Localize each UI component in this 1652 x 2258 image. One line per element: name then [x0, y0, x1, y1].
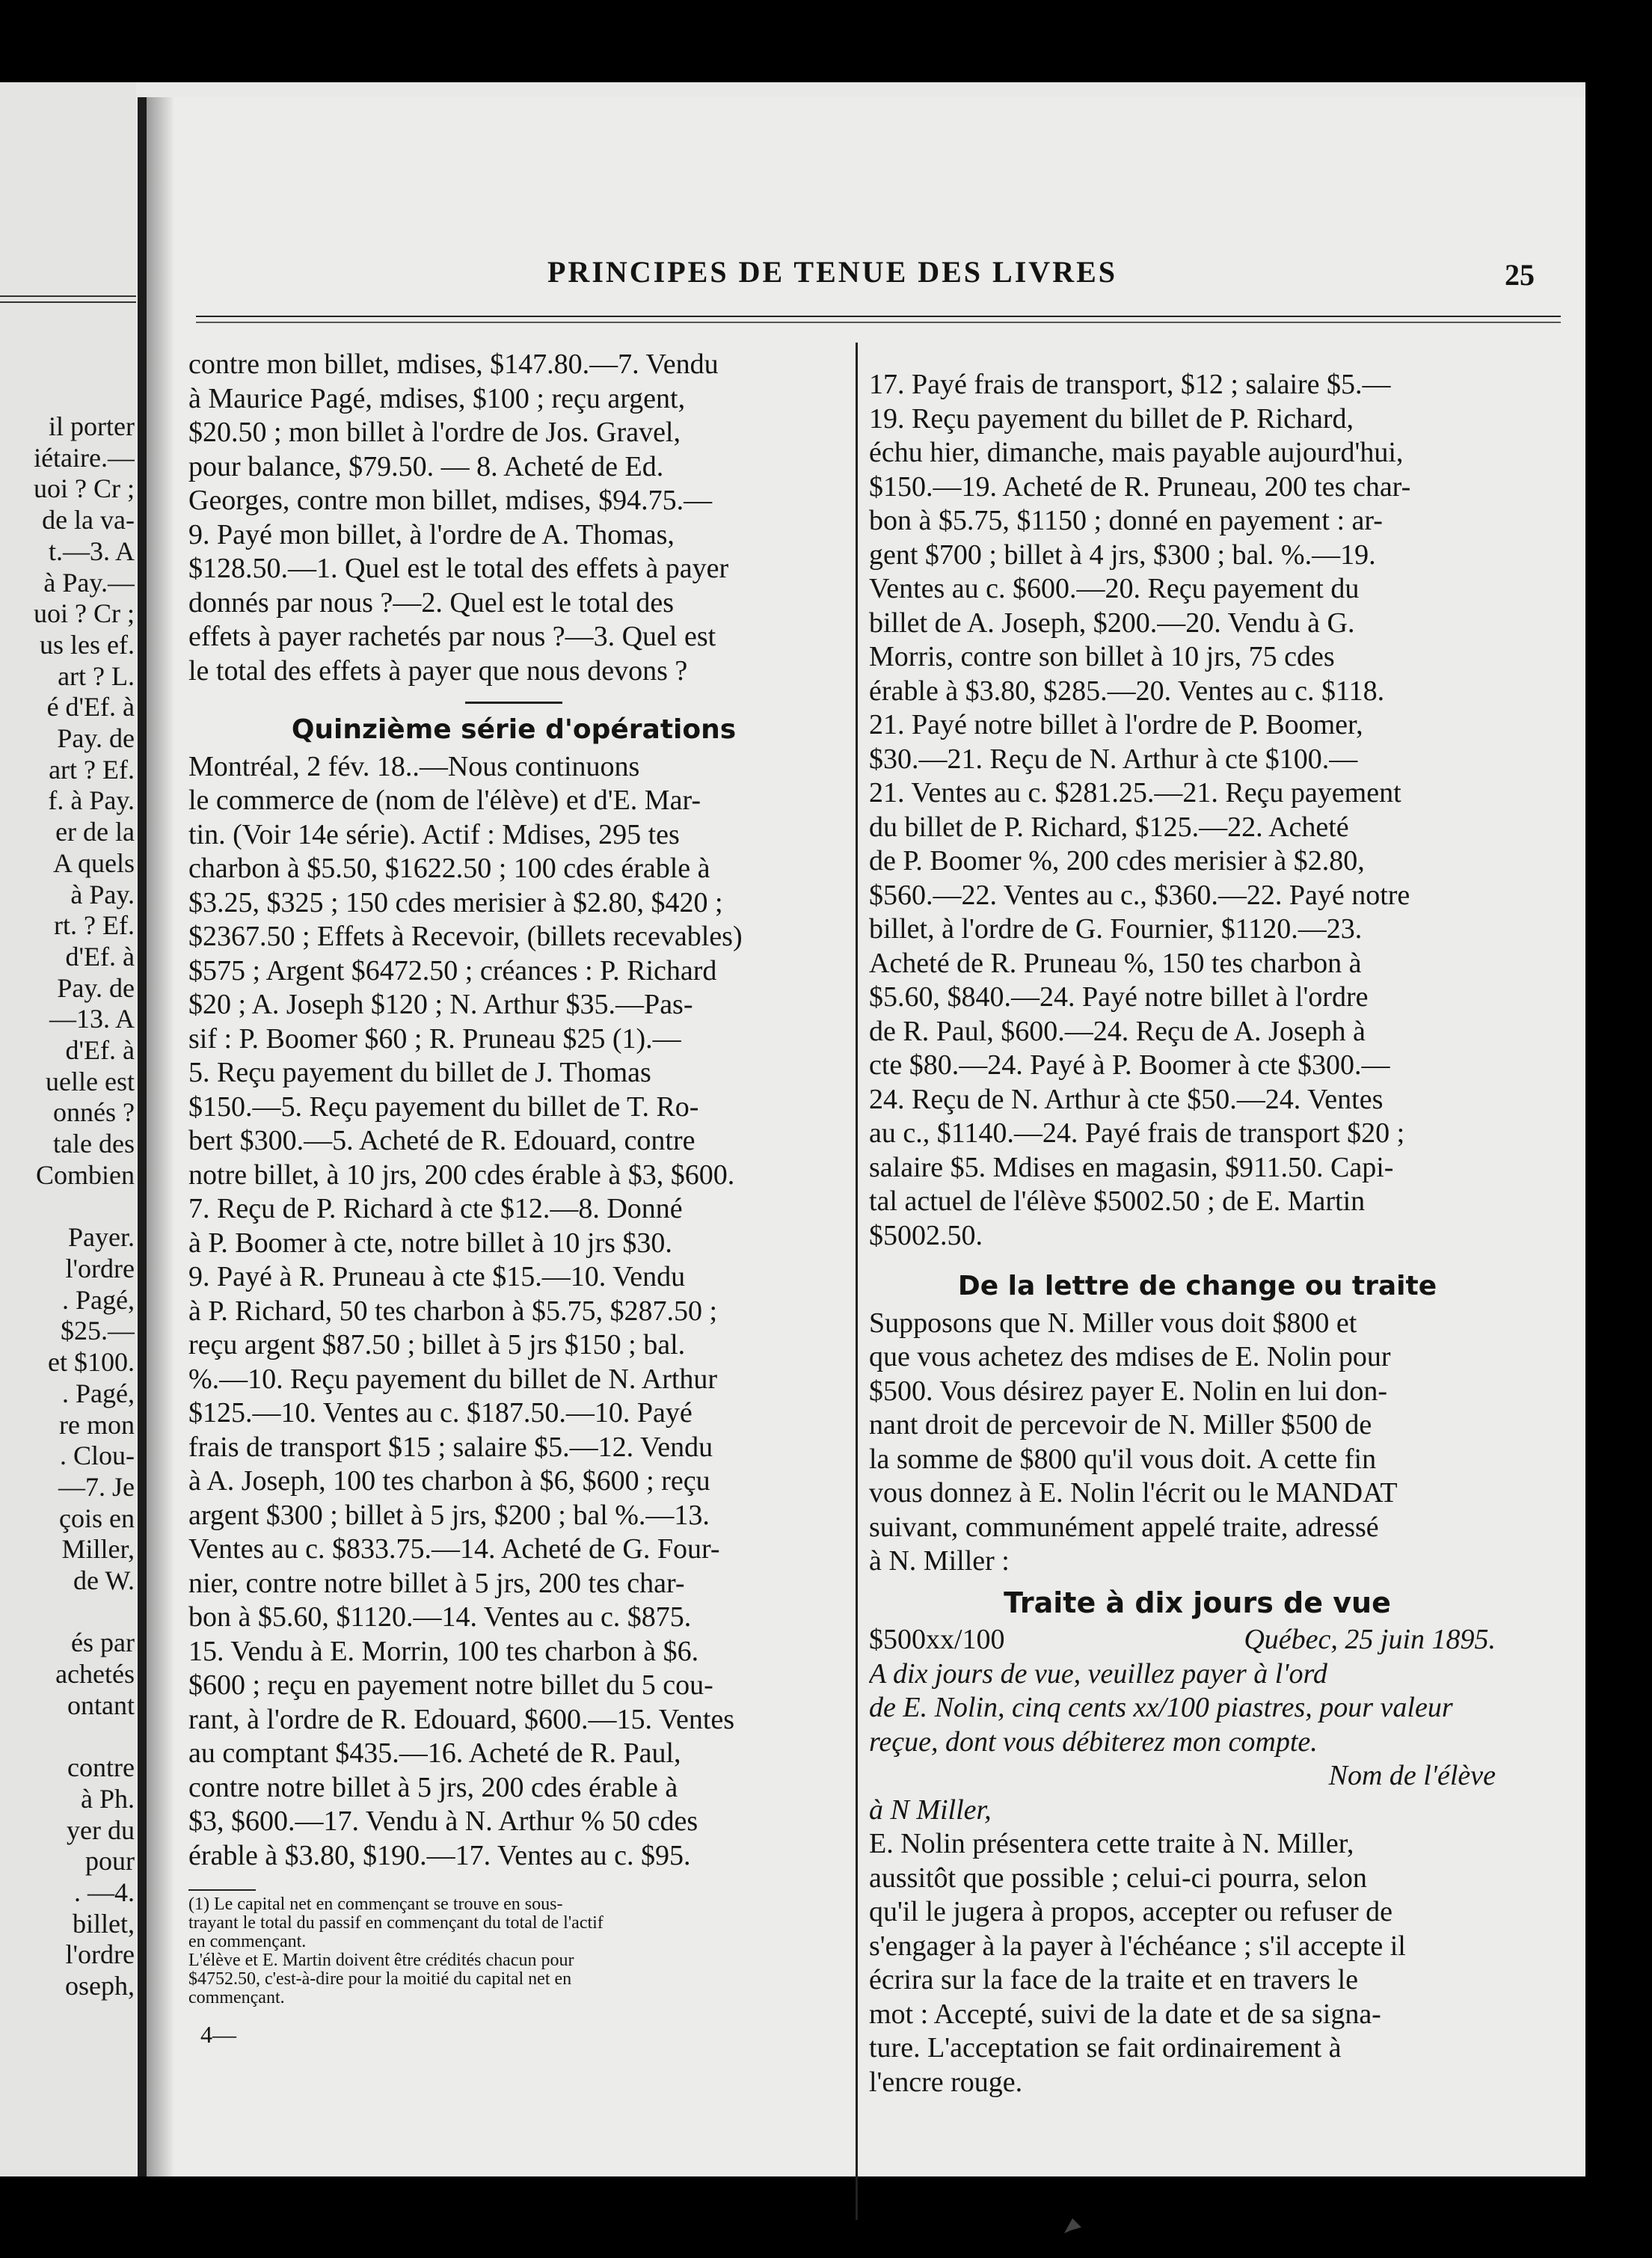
text-line: contre mon billet, mdises, $147.80.—7. Vendu [188, 349, 719, 380]
previous-page-line: iétaire.— [34, 442, 135, 473]
header-rule [196, 316, 1561, 317]
text-line: $128.50.—1. Quel est le total des effets à payer [188, 553, 729, 584]
page-number: 25 [1505, 258, 1535, 292]
text-line: à P. Richard, 50 tes charbon à $5.75, $287.50 ; [188, 1295, 718, 1327]
column-divider [856, 343, 858, 2220]
text-line: 19. Reçu payement du billet de P. Richard, [869, 402, 1354, 435]
footnote [188, 1895, 839, 2007]
previous-page-line: —13. A [49, 1004, 135, 1034]
text-line: écrira sur la face de la traite et en travers le [869, 1964, 1359, 1995]
text-line: l'encre rouge. [869, 2066, 1023, 2098]
draft-title: Traite à dix jours de vue [1004, 1586, 1391, 1619]
section-title: De la lettre de change ou traite [957, 1271, 1437, 1301]
previous-page-line: art ? L. [58, 660, 135, 691]
text-line: 7. Reçu de P. Richard à cte $12.—8. Donné [188, 1193, 683, 1224]
previous-page-line: à Pay.— [43, 567, 135, 598]
text-line: 9. Payé à R. Pruneau à cte $15.—10. Vendu [188, 1261, 686, 1292]
header-rule [196, 322, 1561, 323]
previous-page-line: . Pagé, [62, 1378, 135, 1408]
previous-page-text [3, 411, 135, 2002]
previous-page-line: billet, [73, 1908, 135, 1939]
previous-page-line: de la va- [42, 505, 135, 536]
text-line: $560.—22. Ventes au c., $360.—22. Payé notre [869, 879, 1410, 911]
draft-line: A dix jours de vue, veuillez payer à l'ord [869, 1657, 1327, 1690]
text-line: $5002.50. [869, 1219, 983, 1251]
text-line: à Maurice Pagé, mdises, $100 ; reçu argent, [188, 382, 686, 414]
ink-mark-icon [1062, 2214, 1084, 2236]
text-line: Morris, contre son billet à 10 jrs, 75 cdes [869, 641, 1335, 672]
text-line: au comptant $435.—16. Acheté de R. Paul, [188, 1737, 681, 1769]
text-line: contre notre billet à 5 jrs, 200 cdes érable à [188, 1771, 678, 1803]
previous-page-line: Pay. de [57, 723, 135, 754]
operations-text [188, 750, 839, 1874]
text-line: Supposons que N. Miller vous doit $800 et [869, 1307, 1357, 1339]
text-line: bon à $5.75, $1150 ; donné en payement : ar- [869, 505, 1383, 536]
previous-page-line: il porter [49, 411, 135, 441]
text-line: gent $700 ; billet à 4 jrs, $300 ; bal. %.—19. [869, 539, 1376, 571]
text-line: rant, à l'ordre de R. Edouard, $600.—15. Ventes [188, 1703, 735, 1735]
text-line: de R. Paul, $600.—24. Reçu de A. Joseph à [869, 1015, 1366, 1047]
draft-heading [869, 1623, 1526, 1657]
footnote-line: trayant le total du passif en commençant du total de l'actif [188, 1914, 604, 1933]
previous-page-line: rt. ? Ef. [54, 910, 135, 941]
text-line: le commerce de (nom de l'élève) et d'E. Mar- [188, 785, 701, 816]
section-title: Quinzième série d'opérations [291, 714, 737, 745]
previous-page-line: Pay. de [57, 972, 135, 1003]
previous-page-line: és par [71, 1627, 135, 1658]
draft-addressee: à N Miller, [869, 1794, 992, 1826]
text-line: ture. L'acceptation se fait ordinairement à [869, 2032, 1342, 2064]
text-line: au c., $1140.—24. Payé frais de transport $20 ; [869, 1117, 1405, 1149]
text-line: frais de transport $15 ; salaire $5.—12. Vendu [188, 1431, 713, 1463]
acceptance-text [869, 1827, 1526, 2099]
previous-page-line [3, 1191, 135, 1223]
text-line: charbon à $5.50, $1622.50 ; 100 cdes érable à [188, 853, 710, 884]
text-line: 15. Vendu à E. Morrin, 100 tes charbon à $6. [188, 1635, 699, 1667]
text-line: suivant, communément appelé traite, adressé [869, 1511, 1379, 1543]
footnote-line: L'élève et E. Martin doivent être crédités chacun pour [188, 1951, 574, 1970]
previous-page-line: Combien [36, 1159, 135, 1190]
text-line: érable à $3.80, $285.—20. Ventes au c. $118. [869, 675, 1385, 707]
text-line: $20 ; A. Joseph $120 ; N. Arthur $35.—Pas- [188, 989, 693, 1020]
previous-page-line: . —4. [74, 1877, 135, 1908]
previous-page-line: é d'Ef. à [46, 692, 135, 723]
text-line: du billet de P. Richard, $125.—22. Acheté [869, 811, 1349, 843]
footnote-line: $4752.50, c'est-à-dire pour la moitié du capital net en [188, 1970, 572, 1989]
draft-amount: $500xx/100 [869, 1624, 1005, 1655]
text-line: le total des effets à payer que nous devons ? [188, 654, 688, 687]
previous-page-line: Payer. [68, 1222, 135, 1253]
previous-page-line: us les ef. [40, 629, 135, 660]
previous-page-line: t.—3. A [48, 536, 135, 566]
section-separator [465, 702, 562, 704]
previous-page-line: yer du [67, 1814, 135, 1845]
text-line: nier, contre notre billet à 5 jrs, 200 tes char- [188, 1567, 685, 1599]
left-column [188, 348, 839, 2052]
text-line: mot : Accepté, suivi de la date et de sa signa- [869, 1998, 1381, 2030]
text-line: Ventes au c. $833.75.—14. Acheté de G. Four- [188, 1533, 720, 1565]
text-line: érable à $3.80, $190.—17. Ventes au c. $95. [188, 1839, 691, 1871]
previous-page-line: oseph, [65, 1971, 135, 2001]
footnote-line: (1) Le capital net en commençant se trouve en sous- [188, 1895, 563, 1914]
previous-page-line: Miller, [61, 1534, 135, 1565]
previous-page-line: à Ph. [81, 1783, 135, 1814]
bill-of-exchange-text [869, 1307, 1526, 1579]
text-line: $3.25, $325 ; 150 cdes merisier à $2.80, $420 ; [188, 886, 723, 918]
footnote-line: commençant. [188, 1989, 285, 2007]
text-line: %.—10. Reçu payement du billet de N. Arthur [188, 1363, 718, 1395]
text-line: 24. Reçu de N. Arthur à cte $50.—24. Ventes [869, 1083, 1384, 1115]
text-line: salaire $5. Mdises en magasin, $911.50. Capi- [869, 1151, 1394, 1183]
text-line: Acheté de R. Pruneau %, 150 tes charbon à [869, 947, 1362, 979]
text-line: à P. Boomer à cte, notre billet à 10 jrs $30. [188, 1227, 672, 1259]
text-line: vous donnez à E. Nolin l'écrit ou le MANDAT [869, 1477, 1398, 1509]
text-line: $150.—19. Acheté de R. Pruneau, 200 tes char- [869, 470, 1411, 503]
text-line: $2367.50 ; Effets à Recevoir, (billets recevables) [188, 921, 743, 952]
text-line: 21. Payé notre billet à l'ordre de P. Boomer, [869, 709, 1363, 740]
text-line: échu hier, dimanche, mais payable aujourd'hui, [869, 437, 1404, 468]
previous-page-line: re mon [59, 1409, 135, 1440]
previous-page-line [3, 1597, 135, 1628]
draft-body [869, 1657, 1526, 1760]
text-line: billet, à l'ordre de G. Fournier, $1120.—23. [869, 913, 1363, 945]
text-line: $125.—10. Ventes au c. $187.50.—10. Payé [188, 1397, 693, 1429]
text-line: Georges, contre mon billet, mdises, $94.75.— [188, 485, 713, 516]
text-line: donnés par nous ?—2. Quel est le total des [188, 586, 675, 619]
text-line: 21. Ventes au c. $281.25.—21. Reçu payement [869, 777, 1401, 809]
previous-page-line: . Clou- [59, 1441, 135, 1471]
previous-page-line: d'Ef. à [65, 941, 135, 972]
text-line: Montréal, 2 fév. 18..—Nous continuons [188, 750, 640, 782]
text-line: s'engager à la payer à l'échéance ; s'il accepte il [869, 1930, 1406, 1962]
previous-page-line: uoi ? Cr ; [34, 473, 135, 504]
previous-page-line: f. à Pay. [48, 785, 135, 816]
previous-page-line: ontant [67, 1690, 135, 1720]
operations-continued-text [869, 368, 1526, 1253]
book-page [174, 97, 1585, 2176]
text-line: effets à payer rachetés par nous ?—3. Quel est [188, 621, 716, 652]
previous-page-line: $25.— [61, 1316, 135, 1346]
previous-page-line: . Pagé, [62, 1284, 135, 1315]
text-line: $30.—21. Reçu de N. Arthur à cte $100.— [869, 743, 1358, 775]
text-line: $5.60, $840.—24. Payé notre billet à l'ordre [869, 981, 1369, 1013]
text-line: à N. Miller : [869, 1545, 1010, 1577]
text-line: pour balance, $79.50. — 8. Acheté de Ed. [188, 450, 664, 482]
previous-page-line: —7. Je [58, 1471, 135, 1502]
draft-line: de E. Nolin, cinq cents xx/100 piastres, pour valeur [869, 1692, 1453, 1723]
page-gutter [138, 97, 147, 2176]
draft-place-date: Québec, 25 juin 1895. [1244, 1624, 1496, 1655]
text-line: de P. Boomer %, 200 cdes merisier à $2.80, [869, 845, 1365, 877]
text-line: 17. Payé frais de transport, $12 ; salaire $5.— [869, 369, 1391, 400]
text-line: cte $80.—24. Payé à P. Boomer à cte $300.— [869, 1049, 1390, 1081]
previous-page-line: çois en [59, 1503, 135, 1533]
previous-page-line: et $100. [48, 1347, 135, 1378]
previous-page-line: uoi ? Cr ; [34, 598, 135, 629]
draft-line: reçue, dont vous débiterez mon compte. [869, 1725, 1318, 1758]
text-line: $3, $600.—17. Vendu à N. Arthur % 50 cdes [188, 1806, 698, 1837]
text-line: tin. (Voir 14e série). Actif : Mdises, 295 tes [188, 818, 680, 850]
footnote-line: en commençant. [188, 1933, 307, 1951]
previous-page-line: tale des [53, 1129, 135, 1159]
text-line: $500. Vous désirez payer E. Nolin en lui don- [869, 1375, 1388, 1407]
previous-page-line: uelle est [46, 1066, 135, 1096]
previous-page-line: achetés [55, 1659, 135, 1690]
previous-page-line: pour [85, 1846, 135, 1877]
text-line: qu'il le jugera à propos, accepter ou refuser de [869, 1896, 1393, 1927]
running-title: PRINCIPES DE TENUE DES LIVRES [547, 255, 1117, 289]
text-line: E. Nolin présentera cette traite à N. Miller, [869, 1828, 1354, 1859]
previous-page-line: A quels [52, 847, 135, 878]
text-line: $150.—5. Reçu payement du billet de T. Ro- [188, 1090, 699, 1123]
text-line: à A. Joseph, 100 tes charbon à $6, $600 ; reçu [188, 1465, 710, 1497]
signature-mark: 4— [200, 2021, 236, 2048]
previous-page-line: contre [67, 1752, 135, 1783]
previous-page-line: de W. [73, 1565, 135, 1596]
previous-page-line: onnés ? [53, 1097, 135, 1128]
text-line: $575 ; Argent $6472.50 ; créances : P. Richard [188, 954, 717, 987]
text-line: sif : P. Boomer $60 ; R. Pruneau $25 (1).— [188, 1022, 681, 1055]
previous-page-line [3, 1722, 135, 1753]
text-line: notre billet, à 10 jrs, 200 cdes érable à $3, $600. [188, 1159, 735, 1191]
right-column [869, 368, 1526, 2099]
previous-page-line: l'ordre [65, 1939, 135, 1970]
previous-page-rule [0, 301, 136, 303]
previous-page-rule [0, 295, 136, 297]
text-line: argent $300 ; billet à 5 jrs, $200 ; bal %.—13. [188, 1499, 710, 1531]
text-line: billet de A. Joseph, $200.—20. Vendu à G. [869, 607, 1355, 639]
text-line: tal actuel de l'élève $5002.50 ; de E. Martin [869, 1185, 1366, 1217]
previous-page-fragment [0, 82, 136, 2176]
text-line: 5. Reçu payement du billet de J. Thomas [188, 1057, 651, 1088]
previous-page-line: d'Ef. à [65, 1035, 135, 1066]
previous-page-line: er de la [55, 817, 135, 847]
draft-signature: Nom de l'élève [1328, 1760, 1496, 1791]
left-intro-text [188, 348, 839, 688]
text-line: Ventes au c. $600.—20. Reçu payement du [869, 573, 1360, 604]
gutter-shadow [147, 97, 174, 2176]
text-line: que vous achetez des mdises de E. Nolin pour [869, 1341, 1391, 1372]
text-line: bert $300.—5. Acheté de R. Edouard, contre [188, 1125, 696, 1156]
footnote-rule [188, 1889, 256, 1891]
text-line: $20.50 ; mon billet à l'ordre de Jos. Gravel, [188, 417, 681, 448]
text-line: aussitôt que possible ; celui-ci pourra, selon [869, 1862, 1367, 1894]
previous-page-line: art ? Ef. [49, 754, 135, 785]
previous-page-line: à Pay. [70, 879, 135, 909]
text-line: 9. Payé mon billet, à l'ordre de A. Thomas, [188, 518, 675, 550]
text-line: bon à $5.60, $1120.—14. Ventes au c. $875. [188, 1601, 692, 1633]
text-line: $600 ; reçu en payement notre billet du 5 cou- [188, 1669, 713, 1701]
text-line: nant droit de percevoir de N. Miller $500 de [869, 1409, 1372, 1441]
text-line: la somme de $800 qu'il vous doit. A cette fin [869, 1443, 1377, 1475]
previous-page-line: l'ordre [65, 1253, 135, 1283]
text-line: reçu argent $87.50 ; billet à 5 jrs $150 ; bal. [188, 1329, 686, 1360]
